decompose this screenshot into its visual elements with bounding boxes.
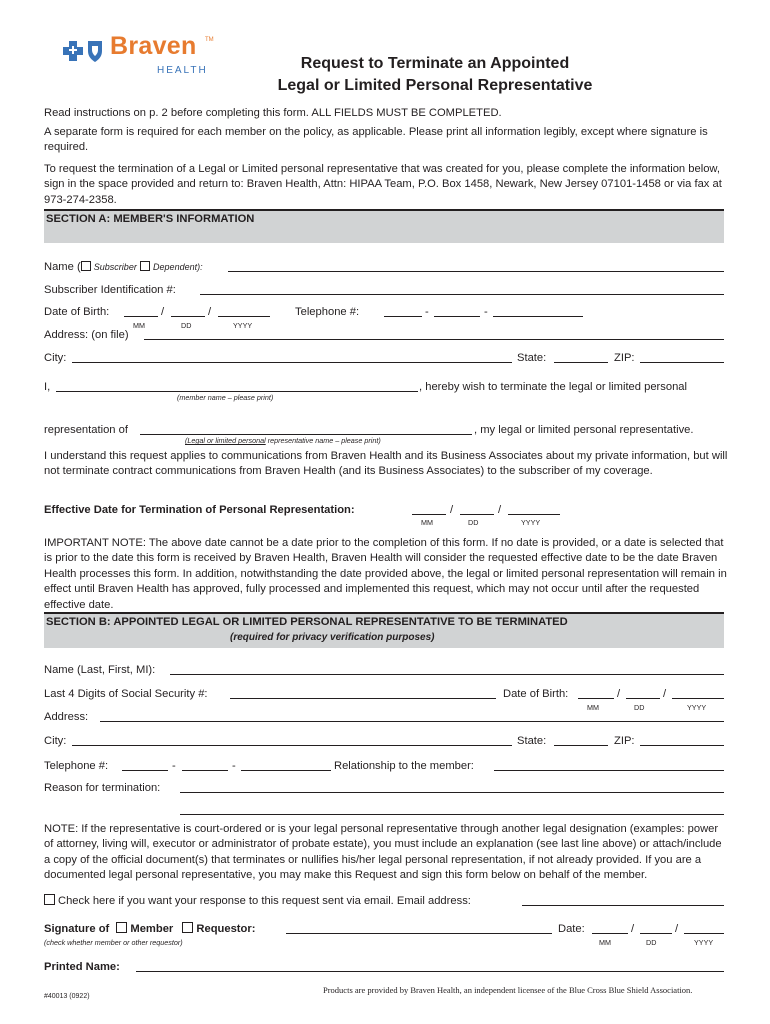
printed-name-field[interactable] [136, 971, 724, 972]
member-dob-mm[interactable] [124, 316, 158, 317]
rep-dob-yyyy[interactable] [672, 698, 724, 699]
signature-row: Signature of Member Requestor: [44, 923, 256, 935]
signature-field[interactable] [286, 933, 552, 934]
rep-zip-field[interactable] [640, 745, 724, 746]
dependent-checkbox[interactable] [140, 261, 150, 271]
terminate-statement: , hereby wish to terminate the legal or limited personal [419, 381, 688, 393]
effective-date-mm[interactable] [412, 514, 446, 515]
form-code: #40013 (0922) [44, 993, 90, 1000]
member-zip-field[interactable] [640, 362, 724, 363]
requestor-checkbox[interactable] [182, 922, 193, 933]
rep-state-label: State: [517, 735, 547, 747]
i-label: I, [44, 381, 51, 393]
rep-fullname-label: Name (Last, First, MI): [44, 664, 156, 676]
check-hint: (check whether member or other requestor) [44, 938, 183, 947]
rep-name-hint: (Legal or limited personal representative name – please print) [185, 436, 381, 445]
effective-date-yyyy[interactable] [508, 514, 560, 515]
rep-tail: , my legal or limited personal representative. [474, 424, 694, 436]
section-a-header: SECTION A: MEMBER'S INFORMATION [44, 209, 724, 243]
rep-of-label: representation of [44, 424, 128, 436]
member-telephone-label: Telephone #: [295, 306, 360, 318]
brand-name: Braven [110, 32, 197, 60]
member-phone-prefix[interactable] [434, 316, 480, 317]
relationship-label: Relationship to the member: [334, 760, 474, 772]
member-state-label: State: [517, 352, 547, 364]
note-paragraph: NOTE: If the representative is court-ordered or is your legal personal representative through another legal designation (examples: power of attorney, living will, executor or administrator of probate estate), you must include an explanation (see last line above) or attach/include a copy of the official document(s) that terminates or nullifies his/her legal personal representation, if not already provided. If you are a documented legal personal representative, you may make this Request and sign this form below on behalf of the member. [44, 823, 722, 882]
reason-field-2[interactable] [180, 814, 724, 815]
rep-phone-line[interactable] [241, 770, 331, 771]
member-dob-label: Date of Birth: [44, 306, 110, 318]
rep-ssn-label: Last 4 Digits of Social Security #: [44, 688, 208, 700]
form-title-line2: Legal or Limited Personal Representative [277, 77, 593, 94]
reason-label: Reason for termination: [44, 782, 161, 794]
rep-state-field[interactable] [554, 745, 608, 746]
rep-phone-area[interactable] [122, 770, 168, 771]
rep-name-field[interactable] [140, 434, 472, 435]
rep-phone-prefix[interactable] [182, 770, 228, 771]
rep-telephone-label: Telephone #: [44, 760, 109, 772]
section-b-header: SECTION B: APPOINTED LEGAL OR LIMITED PERSONAL REPRESENTATIVE TO BE TERMINATED (required for privacy verification purposes) [44, 612, 724, 648]
rep-ssn-field[interactable] [230, 698, 496, 699]
relationship-field[interactable] [494, 770, 724, 771]
intro-separate-form: A separate form is required for each member on the policy, as applicable. Please print all information legibly, except where signature is required. [44, 126, 708, 154]
signature-date-label: Date: [558, 923, 585, 935]
member-address-field[interactable] [144, 339, 724, 340]
subscriber-id-label: Subscriber Identification #: [44, 284, 176, 296]
signature-date-yyyy[interactable] [684, 933, 724, 934]
rep-city-field[interactable] [72, 745, 512, 746]
member-city-field[interactable] [72, 362, 512, 363]
member-city-label: City: [44, 352, 67, 364]
effective-date-dd[interactable] [460, 514, 494, 515]
member-checkbox[interactable] [116, 922, 127, 933]
reason-field-1[interactable] [180, 792, 724, 793]
member-dob-dd[interactable] [171, 316, 205, 317]
blue-cross-shield-icon [62, 38, 108, 64]
rep-city-label: City: [44, 735, 67, 747]
member-address-label: Address: (on file) [44, 329, 129, 341]
brand-subtitle: HEALTH [157, 65, 208, 76]
important-note: IMPORTANT NOTE: The above date cannot be a date prior to the completion of this form. If no date is provided, or a date is selected that is prior to the date this form is received by Braven Health, Braven Health will consider the requested effective date to be the date Braven Health processes this form. In addition, notwithstanding the date provided above, the legal or limited personal representation will remain in effect until Braven Health has approved, fully processed and implemented this request, which may not occur until after the requested effective date. [44, 537, 727, 611]
email-field[interactable] [522, 905, 724, 906]
rep-address-field[interactable] [100, 721, 724, 722]
effective-date-label: Effective Date for Termination of Personal Representation: [44, 504, 355, 516]
rep-dob-label: Date of Birth: [503, 688, 569, 700]
member-dob-yyyy[interactable] [218, 316, 270, 317]
member-name-label: Name ( Subscriber Dependent): [44, 261, 203, 273]
member-phone-area[interactable] [384, 316, 422, 317]
license-statement: Products are provided by Braven Health, an independent licensee of the Blue Cross Blue Shield Association. [323, 985, 693, 995]
subscriber-checkbox[interactable] [81, 261, 91, 271]
email-checkbox[interactable] [44, 894, 55, 905]
rep-address-label: Address: [44, 711, 89, 723]
intro-request: To request the termination of a Legal or Limited personal representative that was created for you, please complete the information below, sign in the space provided and return to: Braven Health, Attn: HIPAA Team, P.O. Box 1458, Newark, New Jersey 07101-1458 or via fax at 973-274-2358. [44, 163, 722, 206]
printed-name-label: Printed Name: [44, 961, 120, 973]
rep-fullname-field[interactable] [170, 674, 724, 675]
member-state-field[interactable] [554, 362, 608, 363]
signature-date-dd[interactable] [640, 933, 672, 934]
subscriber-id-field[interactable] [200, 294, 724, 295]
understand-paragraph: I understand this request applies to communications from Braven Health and its Business Associates about my private information, but will not terminate contract communications from Braven Health (and its Business Associates) to the subscriber of my coverage. [44, 450, 728, 478]
member-phone-line[interactable] [493, 316, 583, 317]
intro-instructions: Read instructions on p. 2 before completing this form. ALL FIELDS MUST BE COMPLETED. [44, 107, 502, 119]
form-title-line1: Request to Terminate an Appointed [300, 55, 570, 72]
signature-date-mm[interactable] [592, 933, 628, 934]
rep-dob-dd[interactable] [626, 698, 660, 699]
rep-dob-mm[interactable] [578, 698, 614, 699]
member-name-hint: (member name – please print) [177, 393, 274, 402]
member-zip-label: ZIP: [614, 352, 635, 364]
member-print-name-field[interactable] [56, 391, 418, 392]
email-check-row: Check here if you want your response to this request sent via email. Email address: [44, 894, 471, 909]
member-name-field[interactable] [228, 271, 724, 272]
rep-zip-label: ZIP: [614, 735, 635, 747]
